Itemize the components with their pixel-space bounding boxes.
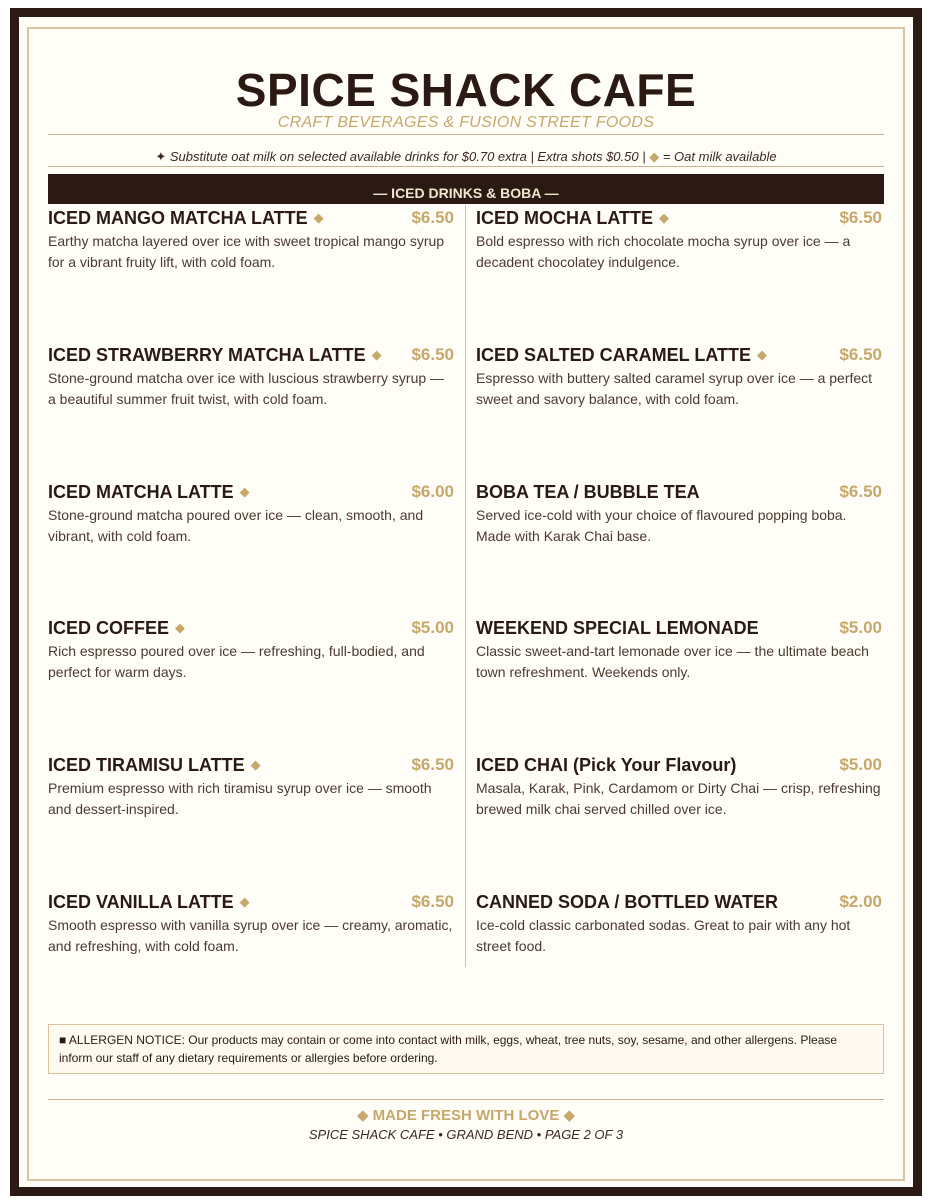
menu-item-price: $5.00 <box>839 618 882 637</box>
cafe-subtitle: CRAFT BEVERAGES & FUSION STREET FOODS <box>277 114 655 131</box>
menu-item-name <box>476 891 882 913</box>
oat-milk-diamond-icon: ◆ <box>659 210 669 225</box>
menu-item-price: $6.50 <box>411 345 454 364</box>
header-rule-bottom <box>48 166 884 167</box>
menu-item-description: Stone-ground matcha over ice with luscious strawberry syrup — a beautiful summer fruit twist, with cold foam. <box>48 370 445 407</box>
menu-item-title: ICED MANGO MATCHA LATTE <box>48 208 308 228</box>
note-text: Substitute oat milk on selected available drinks for $0.70 extra | Extra shots $0.50 | <box>169 149 646 164</box>
menu-item-title: ICED SALTED CARAMEL LATTE <box>476 345 751 365</box>
menu-item-name <box>48 481 454 503</box>
menu-item <box>48 754 454 820</box>
menu-item <box>476 344 882 410</box>
menu-item-name <box>48 344 454 366</box>
menu-item <box>48 891 454 957</box>
section-header: — ICED DRINKS & BOBA — <box>48 174 884 204</box>
cafe-title: SPICE SHACK CAFE <box>235 64 697 116</box>
menu-item-title: ICED STRAWBERRY MATCHA LATTE <box>48 345 366 365</box>
menu-item <box>48 617 454 683</box>
menu-item-name <box>48 891 454 913</box>
oat-milk-diamond-icon: ◆ <box>757 347 767 362</box>
star-icon: ✦ <box>155 149 167 164</box>
menu-item-description: Smooth espresso with vanilla syrup over ice — creamy, aromatic, and refreshing, with cold foam. <box>48 917 453 954</box>
oat-diamond-icon: ◆ <box>649 149 660 164</box>
menu-item-title: ICED MATCHA LATTE <box>48 482 234 502</box>
note-legend: = Oat milk available <box>662 149 777 164</box>
oat-milk-note <box>19 149 913 165</box>
menu-item-price: $5.00 <box>839 755 882 774</box>
menu-item-price: $2.00 <box>839 892 882 911</box>
oat-milk-diamond-icon: ◆ <box>239 484 250 499</box>
menu-page <box>19 17 913 1187</box>
footer-rule <box>48 1099 884 1100</box>
oat-milk-diamond-icon: ◆ <box>239 894 250 909</box>
allergen-notice <box>48 1024 884 1074</box>
allergen-text: ALLERGEN NOTICE: Our products may contain or come into contact with milk, eggs, wheat, tree nuts, soy, sesame, and other allergens. Please inform our staff of any dietary requirements or allergies before ordering. <box>59 1033 838 1065</box>
menu-item-price: $6.50 <box>411 208 454 227</box>
menu-item <box>476 481 882 547</box>
oat-milk-diamond-icon: ◆ <box>371 347 382 362</box>
menu-item <box>476 891 882 957</box>
menu-item-name <box>476 754 882 776</box>
square-icon: ■ <box>59 1033 67 1047</box>
menu-item <box>476 207 882 273</box>
menu-item-description: Classic sweet-and-tart lemonade over ice — the ultimate beach town refreshment. Weekends only. <box>476 643 869 680</box>
menu-item-title: ICED TIRAMISU LATTE <box>48 755 245 775</box>
menu-item-title: BOBA TEA / BUBBLE TEA <box>476 482 700 502</box>
oat-milk-diamond-icon: ◆ <box>250 757 261 772</box>
menu-item-name <box>476 617 882 639</box>
menu-item-description: Rich espresso poured over ice — refreshing, full-bodied, and perfect for warm days. <box>48 643 425 680</box>
menu-item-description: Ice-cold classic carbonated sodas. Great to pair with any hot street food. <box>476 917 851 954</box>
menu-frame <box>10 8 922 1196</box>
menu-item-price: $6.50 <box>411 892 454 911</box>
menu-item-description: Served ice-cold with your choice of flavoured popping boba. Made with Karak Chai base. <box>476 507 847 544</box>
column-divider <box>465 205 466 967</box>
footer-line: SPICE SHACK CAFE • GRAND BEND • PAGE 2 OF 3 <box>308 1127 624 1142</box>
menu-item-description: Earthy matcha layered over ice with sweet tropical mango syrup for a vibrant fruity lift, with cold foam. <box>48 233 445 270</box>
menu-item <box>476 617 882 683</box>
menu-item <box>48 481 454 547</box>
menu-item-price: $6.50 <box>839 208 882 227</box>
menu-item-title: ICED VANILLA LATTE <box>48 892 234 912</box>
menu-item-description: Premium espresso with rich tiramisu syrup over ice — smooth and dessert-inspired. <box>48 780 432 817</box>
menu-item-name <box>476 481 882 503</box>
menu-item <box>48 344 454 410</box>
menu-item-title: ICED COFFEE <box>48 618 170 638</box>
header-rule-top <box>48 134 884 135</box>
menu-item-title: CANNED SODA / BOTTLED WATER <box>476 892 778 912</box>
oat-milk-diamond-icon: ◆ <box>175 620 186 635</box>
menu-item-title: ICED MOCHA LATTE <box>476 208 653 228</box>
footer-tagline: ◆ MADE FRESH WITH LOVE ◆ <box>356 1107 576 1124</box>
menu-item-name <box>48 754 454 776</box>
menu-item-name <box>476 344 882 366</box>
menu-item-name <box>48 207 454 229</box>
menu-item-price: $5.00 <box>411 618 454 637</box>
menu-item-description: Bold espresso with rich chocolate mocha syrup over ice — a decadent chocolatey indulgence. <box>476 233 851 270</box>
menu-item-description: Stone-ground matcha poured over ice — clean, smooth, and vibrant, with cold foam. <box>48 507 424 544</box>
menu-item <box>476 754 882 820</box>
menu-item-price: $6.50 <box>839 345 882 364</box>
menu-item-title: WEEKEND SPECIAL LEMONADE <box>476 618 759 638</box>
menu-item-name <box>48 617 454 639</box>
menu-item-price: $6.50 <box>411 755 454 774</box>
menu-item-description: Masala, Karak, Pink, Cardamom or Dirty Chai — crisp, refreshing brewed milk chai served chilled over ice. <box>476 780 881 817</box>
menu-item-name <box>476 207 882 229</box>
menu-item-title: ICED CHAI (Pick Your Flavour) <box>476 755 737 775</box>
menu-item <box>48 207 454 273</box>
menu-item-price: $6.50 <box>839 482 882 501</box>
oat-milk-diamond-icon: ◆ <box>313 210 324 225</box>
menu-item-description: Espresso with buttery salted caramel syrup over ice — a perfect sweet and savory balance, with cold foam. <box>476 370 873 407</box>
menu-item-price: $6.00 <box>411 482 454 501</box>
